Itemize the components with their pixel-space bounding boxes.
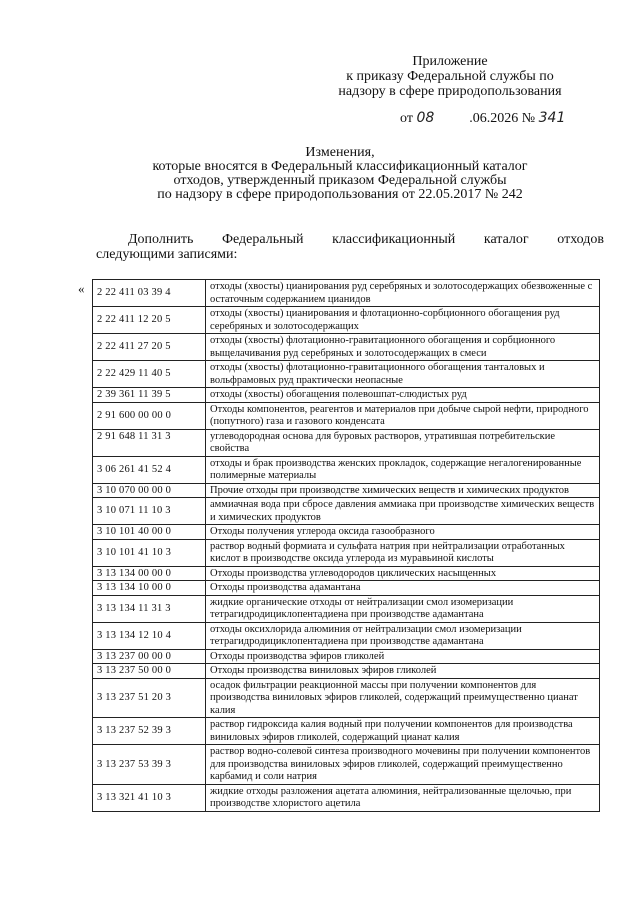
waste-name-cell: аммиачная вода при сбросе давления аммиака при производстве химических веществ и химических продуктов	[206, 498, 600, 525]
waste-name-cell: Отходы производства адамантана	[206, 581, 600, 596]
table-row	[93, 525, 600, 540]
intro-word: классификационный	[332, 232, 456, 247]
order-date-line	[400, 110, 565, 127]
waste-name-cell: отходы (хвосты) флотационно-гравитационного обогащения танталовых и вольфрамовых руд практически неопасные	[206, 361, 600, 388]
waste-name-cell: отходы (хвосты) цианирования руд серебряных и золотосодержащих обезвоженные с остаточным содержанием цианидов	[206, 280, 600, 307]
document-title	[60, 146, 620, 202]
waste-code-cell: 3 13 237 51 20 3	[93, 678, 206, 718]
waste-codes-body	[93, 280, 600, 812]
waste-code-cell: 3 10 070 00 00 0	[93, 483, 206, 498]
order-prefix: от	[400, 111, 413, 126]
waste-name-cell: осадок фильтрации реакционной массы при получении компонентов для производства виниловых эфиров гликолей, содержащий преимущественно цианат калия	[206, 678, 600, 718]
waste-name-cell: Отходы производства эфиров гликолей	[206, 649, 600, 664]
table-row	[93, 649, 600, 664]
waste-name-cell: раствор гидроксида калия водный при получении компонентов для производства виниловых эфиров гликолей, содержащий цианат калия	[206, 718, 600, 745]
table-row	[93, 388, 600, 403]
appendix-line: Приложение	[412, 54, 488, 69]
intro-word: каталог	[483, 232, 529, 247]
waste-code-cell: 3 13 237 52 39 3	[93, 718, 206, 745]
order-number-handwritten: 341	[538, 110, 566, 126]
waste-name-cell: раствор водно-солевой синтеза производного мочевины при получении компонентов для производства виниловых эфиров гликолей, содержащий преимущественно карбамид и соли натрия	[206, 745, 600, 785]
waste-code-cell: 3 10 071 11 10 3	[93, 498, 206, 525]
intro-word: отходов	[557, 232, 604, 247]
waste-name-cell: Отходы производства виниловых эфиров гликолей	[206, 664, 600, 679]
intro-word: Дополнить	[128, 232, 194, 247]
waste-code-cell: 2 22 411 03 39 4	[93, 280, 206, 307]
table-row	[93, 581, 600, 596]
table-row	[93, 622, 600, 649]
waste-code-cell: 2 91 600 00 00 0	[93, 402, 206, 429]
waste-name-cell: Отходы получения углерода оксида газообразного	[206, 525, 600, 540]
title-line: которые вносятся в Федеральный классификационный каталог	[152, 159, 528, 174]
table-row	[93, 334, 600, 361]
waste-codes-table	[92, 279, 600, 812]
order-day-handwritten: 08	[416, 110, 435, 126]
waste-code-cell: 3 13 237 00 00 0	[93, 649, 206, 664]
waste-name-cell: Прочие отходы при производстве химических веществ и химических продуктов	[206, 483, 600, 498]
opening-quote-mark: «	[78, 281, 85, 296]
waste-name-cell: жидкие отходы разложения ацетата алюминия, нейтрализованные щелочью, при производстве хлористого ацетила	[206, 784, 600, 811]
waste-code-cell: 3 10 101 40 00 0	[93, 525, 206, 540]
order-month-year: .06.2026	[469, 111, 519, 126]
intro-line-2: следующими записями:	[96, 247, 238, 262]
appendix-line: к приказу Федеральной службы по	[346, 69, 554, 84]
waste-code-cell: 2 22 429 11 40 5	[93, 361, 206, 388]
waste-name-cell: жидкие органические отходы от нейтрализации смол изомеризации тетрагидродициклопентадиена при производстве адамантана	[206, 595, 600, 622]
waste-name-cell: отходы оксихлорида алюминия от нейтрализации смол изомеризации тетрагидродициклопентадиена при производстве адамантана	[206, 622, 600, 649]
table-row	[93, 784, 600, 811]
waste-name-cell: раствор водный формиата и сульфата натрия при нейтрализации отработанных кислот в производстве оксида углерода из муравьиной кислоты	[206, 539, 600, 566]
waste-name-cell: Отходы компонентов, реагентов и материалов при добыче сырой нефти, природного (попутного) газа и газового конденсата	[206, 402, 600, 429]
intro-paragraph	[96, 232, 604, 262]
table-row	[93, 402, 600, 429]
waste-name-cell: отходы и брак производства женских прокладок, содержащие негалогенированные полимерные материалы	[206, 456, 600, 483]
table-row	[93, 678, 600, 718]
table-row	[93, 483, 600, 498]
waste-code-cell: 2 22 411 27 20 5	[93, 334, 206, 361]
waste-code-cell: 3 13 134 11 31 3	[93, 595, 206, 622]
table-row	[93, 745, 600, 785]
waste-code-cell: 3 13 134 00 00 0	[93, 566, 206, 581]
waste-code-cell: 2 91 648 11 31 3	[93, 429, 206, 456]
table-row	[93, 307, 600, 334]
table-row	[93, 456, 600, 483]
appendix-line: надзору в сфере природопользования	[338, 84, 562, 99]
table-row	[93, 280, 600, 307]
title-line: отходов, утвержденный приказом Федеральной службы	[173, 173, 507, 188]
waste-code-cell: 3 13 237 53 39 3	[93, 745, 206, 785]
waste-name-cell: углеводородная основа для буровых растворов, утратившая потребительские свойства	[206, 429, 600, 456]
table-row	[93, 498, 600, 525]
waste-code-cell: 3 10 101 41 10 3	[93, 539, 206, 566]
title-line: Изменения,	[305, 145, 375, 160]
intro-word: Федеральный	[221, 232, 304, 247]
waste-code-cell: 3 06 261 41 52 4	[93, 456, 206, 483]
table-row	[93, 595, 600, 622]
table-row	[93, 429, 600, 456]
waste-name-cell: Отходы производства углеводородов циклических насыщенных	[206, 566, 600, 581]
table-row	[93, 664, 600, 679]
waste-code-cell: 3 13 321 41 10 3	[93, 784, 206, 811]
table-row	[93, 539, 600, 566]
intro-line-1	[96, 232, 604, 247]
waste-name-cell: отходы (хвосты) цианирования и флотационно-сорбционного обогащения руд серебряных и золотосодержащих	[206, 307, 600, 334]
title-line: по надзору в сфере природопользования от 22.05.2017 № 242	[157, 187, 523, 202]
appendix-header	[300, 54, 600, 99]
waste-code-cell: 3 13 237 50 00 0	[93, 664, 206, 679]
table-row	[93, 361, 600, 388]
waste-code-cell: 3 13 134 12 10 4	[93, 622, 206, 649]
order-number-prefix: №	[521, 111, 536, 126]
waste-code-cell: 2 22 411 12 20 5	[93, 307, 206, 334]
waste-code-cell: 3 13 134 10 00 0	[93, 581, 206, 596]
waste-name-cell: отходы (хвосты) флотационно-гравитационного обогащения и сорбционного выщелачивания руд серебряных и золотосодержащих в смеси	[206, 334, 600, 361]
table-row	[93, 566, 600, 581]
waste-code-cell: 2 39 361 11 39 5	[93, 388, 206, 403]
table-row	[93, 718, 600, 745]
waste-name-cell: отходы (хвосты) обогащения полевошпат-слюдистых руд	[206, 388, 600, 403]
